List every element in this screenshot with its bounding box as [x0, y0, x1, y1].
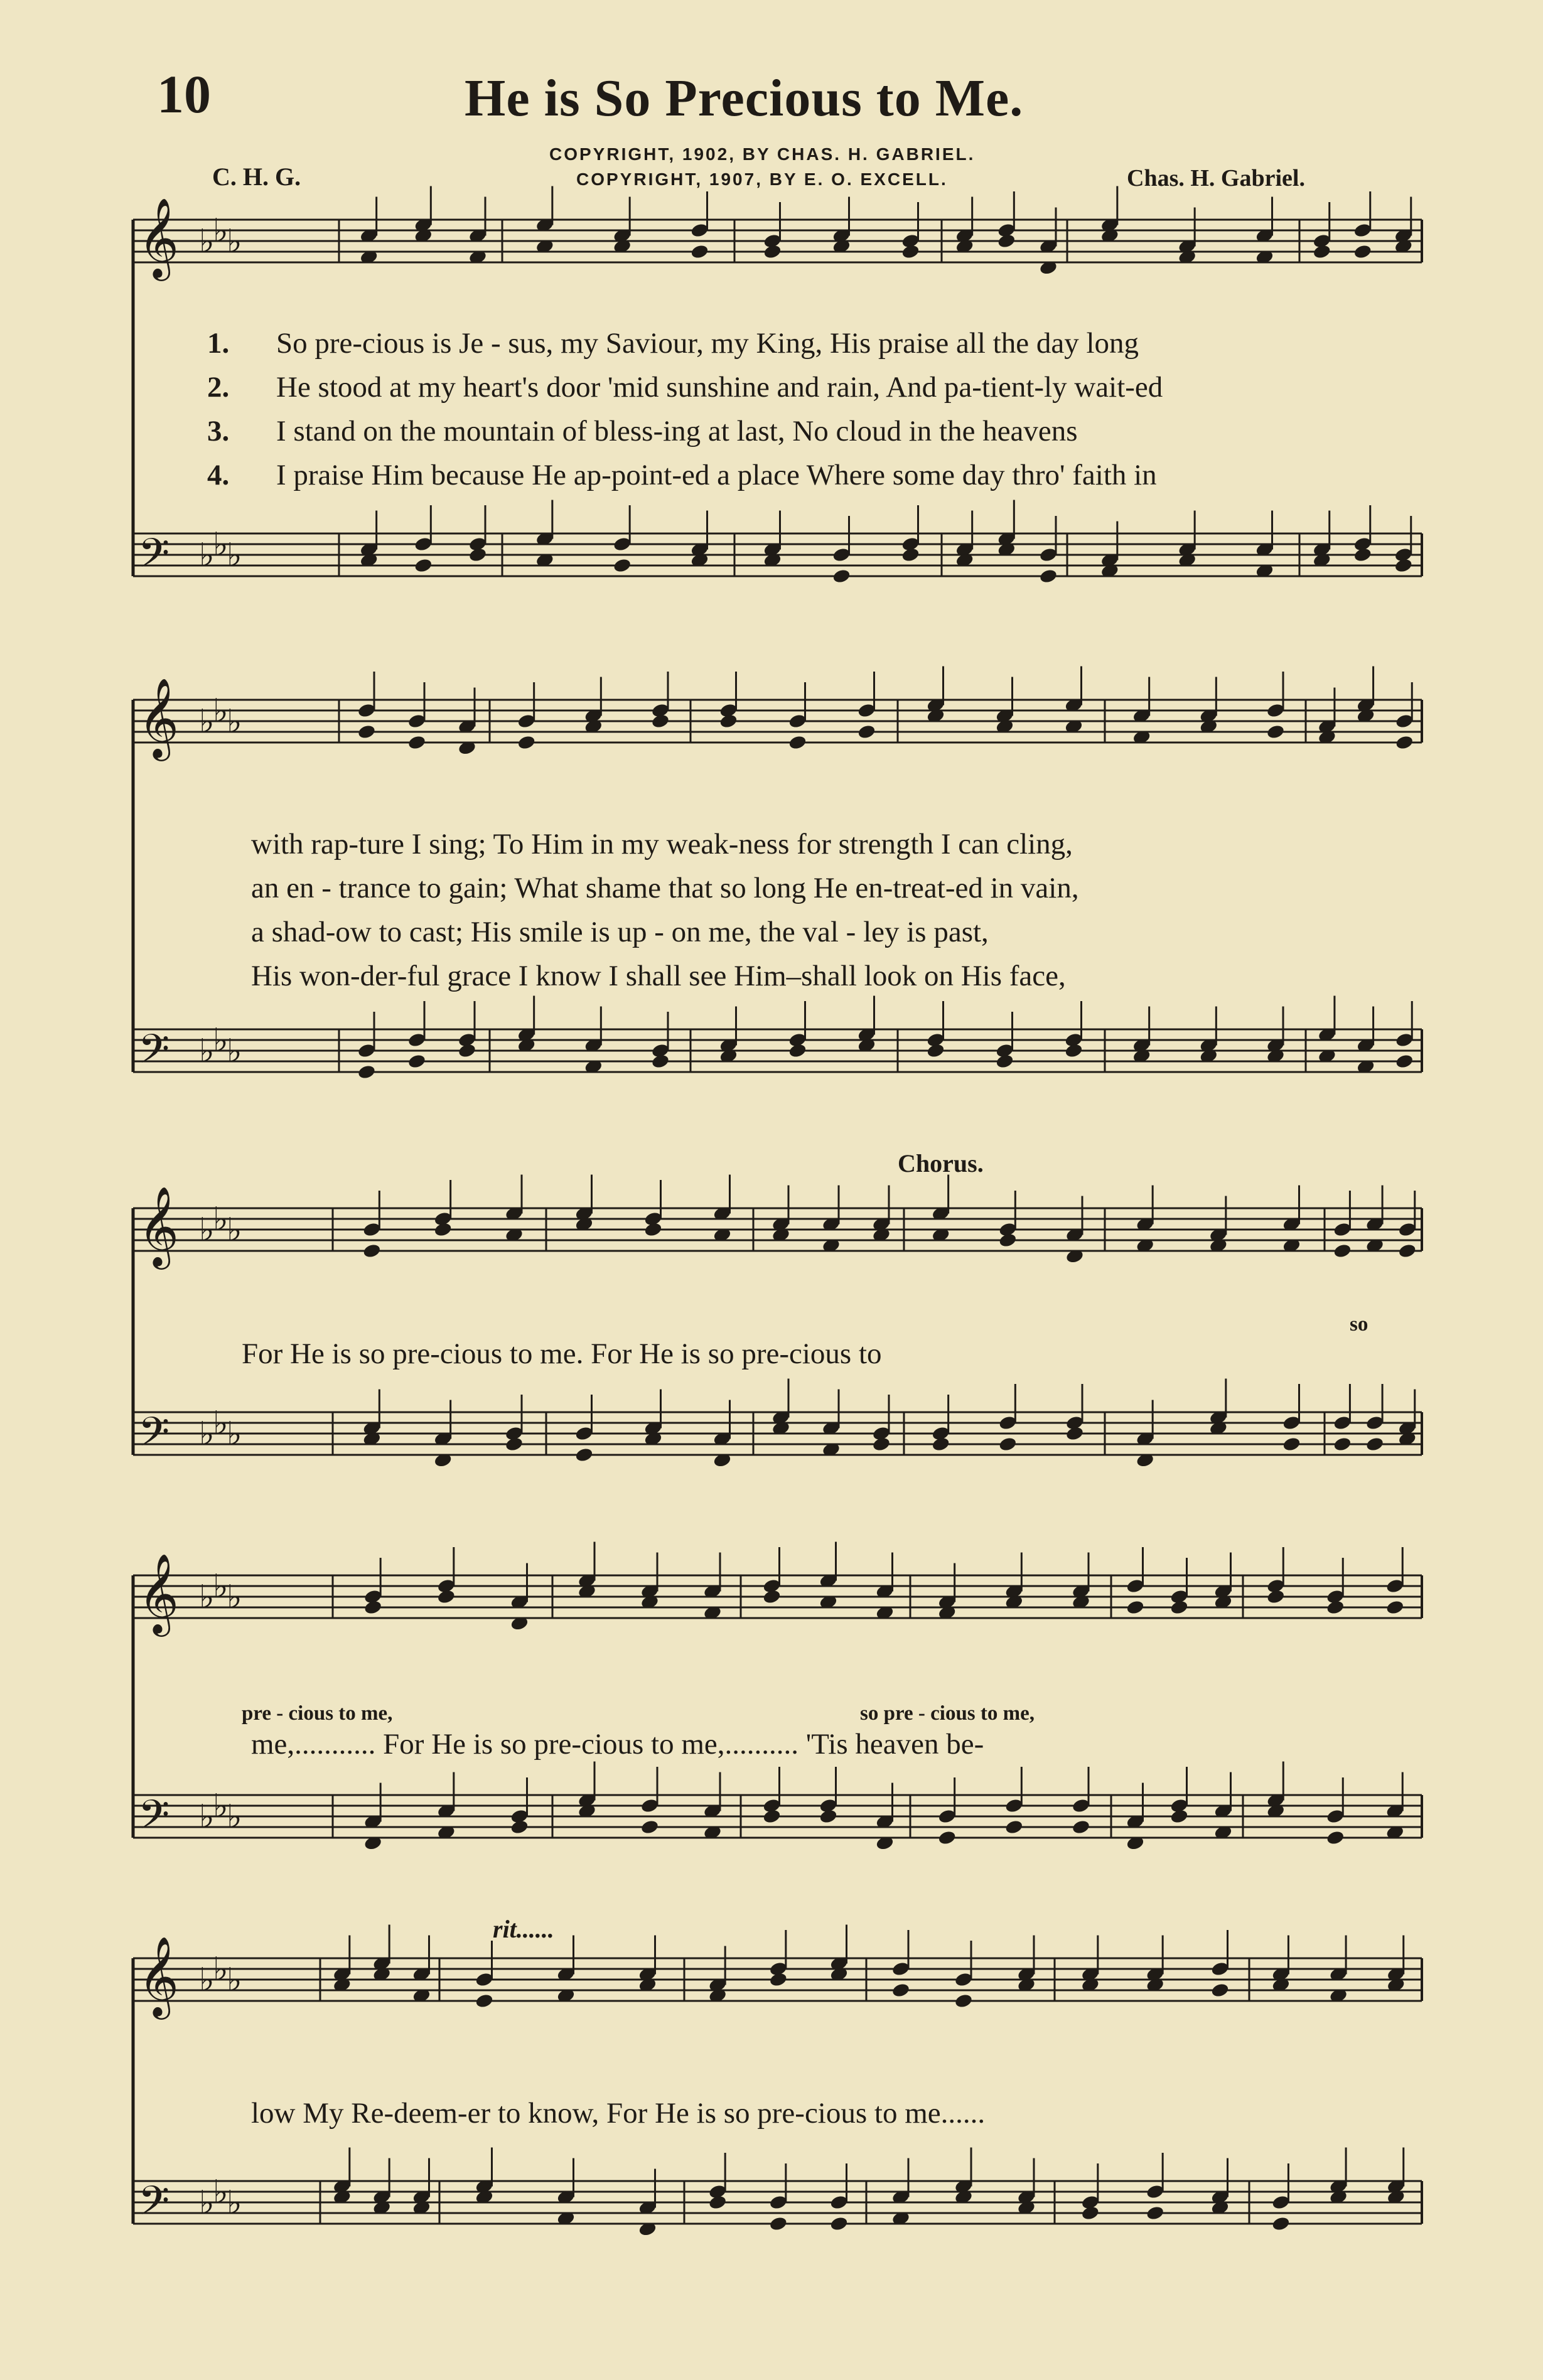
svg-text:𝄢: 𝄢 [138, 1792, 170, 1848]
composer-credit: Chas. H. Gabriel. [1127, 165, 1305, 191]
chorus-lyric-line-3: low My Re-deem-er to know, For He is so pre-cious to me...... [251, 2097, 986, 2130]
svg-text:♭: ♭ [213, 526, 228, 564]
svg-text:𝄢: 𝄢 [138, 1409, 170, 1466]
svg-text:𝄞: 𝄞 [138, 197, 180, 277]
alto-echo-1: pre - cious to me, [242, 1702, 393, 1725]
verse-4-line-2: His won-der-ful grace I know I shall see Him–shall look on His face, [251, 960, 1066, 992]
svg-text:♭: ♭ [199, 537, 215, 574]
svg-text:♭: ♭ [213, 212, 228, 250]
svg-text:♭: ♭ [213, 692, 228, 730]
verse-3-line-2: a shad-ow to cast; His smile is up - on me, the val - ley is past, [251, 916, 989, 948]
alto-echo-2: so pre - cious to me, [860, 1702, 1035, 1725]
svg-text:♭: ♭ [213, 1951, 228, 1988]
verse-2-line-2: an en - trance to gain; What shame that so long He en-treat-ed in vain, [251, 872, 1079, 904]
svg-text:♭: ♭ [199, 223, 215, 260]
copyright-line-2: COPYRIGHT, 1907, BY E. O. EXCELL. [576, 169, 948, 189]
svg-text:𝄞: 𝄞 [138, 1553, 180, 1633]
verse-1-line-2: with rap-ture I sing; To Him in my weak-ness for strength I can cling, [251, 828, 1073, 860]
page-number: 10 [157, 64, 211, 124]
svg-text:𝄞: 𝄞 [138, 1186, 180, 1266]
svg-text:♭: ♭ [199, 1415, 215, 1453]
svg-text:𝄢: 𝄢 [138, 530, 170, 587]
svg-text:♭: ♭ [227, 223, 242, 260]
svg-text:𝄢: 𝄢 [138, 2178, 170, 2234]
ritardando-marking: rit...... [493, 1915, 554, 1943]
svg-text:♭: ♭ [213, 2174, 228, 2211]
svg-text:♭: ♭ [199, 1211, 215, 1249]
chorus-lyric-line-2: me,........... For He is so pre-cious to me,.......... 'Tis heaven be- [251, 1728, 984, 1761]
svg-text:♭: ♭ [227, 1798, 242, 1836]
svg-text:♭: ♭ [213, 1568, 228, 1605]
svg-text:♭: ♭ [227, 2184, 242, 2222]
chorus-lyric-line-1: For He is so pre-cious to me. For He is so pre-cious to [242, 1337, 882, 1370]
svg-text:♭: ♭ [199, 1961, 215, 1999]
verse-4-line-1: 4. I praise Him because He ap-point-ed a place Where some day thro' faith in [207, 459, 1157, 491]
chorus-small-word: so [1350, 1313, 1368, 1336]
svg-text:♭: ♭ [227, 1961, 242, 1999]
svg-text:♭: ♭ [213, 1201, 228, 1238]
svg-text:♭: ♭ [199, 703, 215, 741]
svg-text:♭: ♭ [213, 1022, 228, 1059]
svg-text:♭: ♭ [199, 1579, 215, 1616]
verse-2-line-1: 2. He stood at my heart's door 'mid sunshine and rain, And pa-tient-ly wait-ed [207, 371, 1163, 404]
chorus-label: Chorus. [898, 1149, 984, 1177]
svg-text:♭: ♭ [199, 2184, 215, 2222]
svg-text:♭: ♭ [227, 1415, 242, 1453]
svg-text:♭: ♭ [227, 1579, 242, 1616]
copyright-line-1: COPYRIGHT, 1902, BY CHAS. H. GABRIEL. [549, 144, 976, 164]
svg-text:♭: ♭ [213, 1405, 228, 1442]
verse-1-line-1: 1. So pre-cious is Je - sus, my Saviour, my King, His praise all the day long [207, 327, 1139, 360]
svg-text:♭: ♭ [227, 703, 242, 741]
svg-text:♭: ♭ [227, 1211, 242, 1249]
svg-text:♭: ♭ [199, 1032, 215, 1070]
svg-text:♭: ♭ [227, 1032, 242, 1070]
svg-text:♭: ♭ [213, 1788, 228, 1825]
svg-text:𝄞: 𝄞 [138, 677, 180, 758]
svg-text:♭: ♭ [199, 1798, 215, 1836]
svg-text:♭: ♭ [227, 537, 242, 574]
hymn-title: He is So Precious to Me. [465, 69, 1024, 127]
svg-text:𝄞: 𝄞 [138, 1936, 180, 2016]
lyricist-credit: C. H. G. [212, 163, 301, 191]
verse-3-line-1: 3. I stand on the mountain of bless-ing at last, No cloud in the heavens [207, 415, 1078, 448]
svg-text:𝄢: 𝄢 [138, 1026, 170, 1083]
